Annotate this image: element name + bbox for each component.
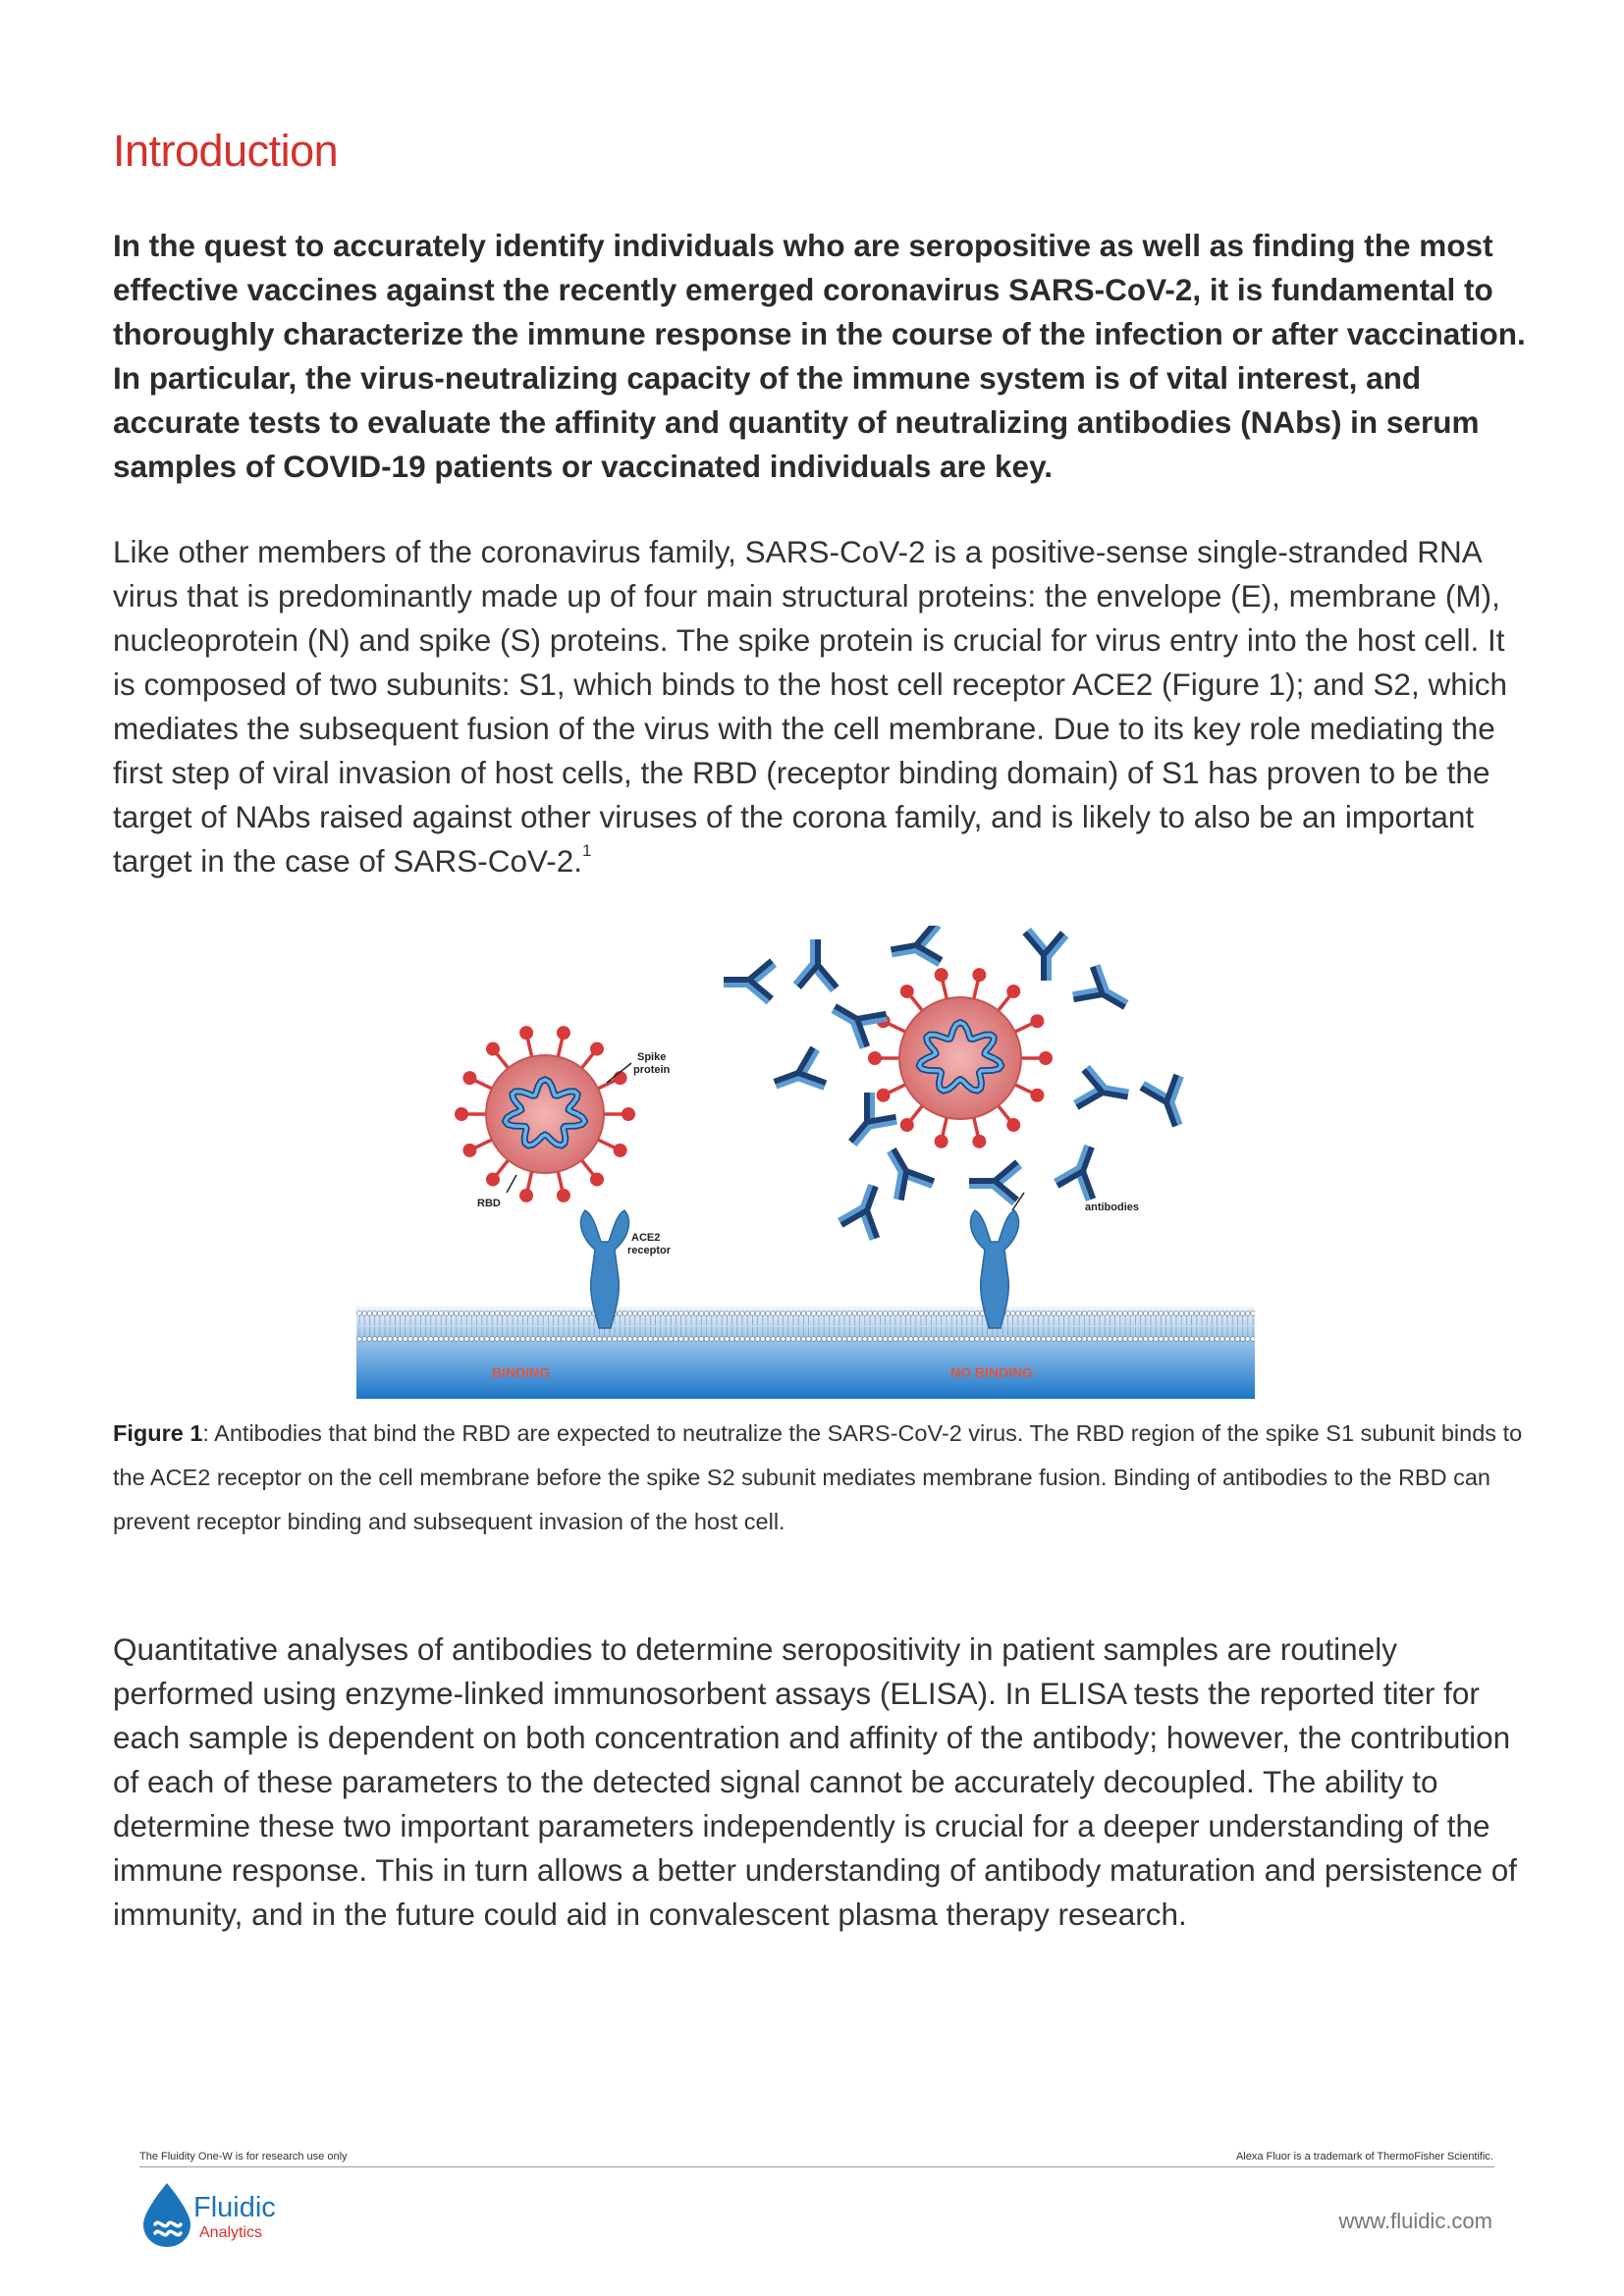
body-paragraph-1 xyxy=(113,530,1527,883)
virus-binding xyxy=(455,1026,635,1202)
label-no-binding: NO BINDING xyxy=(950,1364,1033,1380)
label-spike-protein: Spike xyxy=(637,1051,667,1063)
figure-caption xyxy=(113,1412,1527,1544)
body-paragraph-1-text: Like other members of the coronavirus family, SARS-CoV-2 is a positive-sense single-stranded RNA virus that is predominantly made up of four main structural proteins: the envelope (E), membrane (M), nucleoprotein (N) and spike (S) proteins. The spike protein is crucial for virus entry into the host cell. It is composed of two subunits: S1, which binds to the host cell receptor ACE2 (Figure 1); and S2, which mediates the subsequent fusion of the virus with the cell membrane. Due to its key role mediating the first step of viral invasion of host cells, the RBD (receptor binding domain) of S1 has proven to be the target of NAbs raised against other viruses of the corona family, and is likely to also be an important target in the case of SARS-CoV-2. xyxy=(113,534,1507,879)
label-rbd: RBD xyxy=(477,1198,501,1209)
caption-label: Figure 1 xyxy=(113,1420,203,1446)
footer-trademark-note: Alexa Fluor is a trademark of ThermoFisher Scientific. xyxy=(1235,2151,1493,2163)
footer-url[interactable]: www.fluidic.com xyxy=(1338,2209,1492,2233)
cell-membrane xyxy=(356,1307,1255,1399)
logo-wordmark: Fluidic xyxy=(193,2192,276,2223)
page-title: Introduction xyxy=(113,126,339,176)
label-spike-protein-2: protein xyxy=(633,1064,671,1076)
caption-text: : Antibodies that bind the RBD are expected to neutralize the SARS-CoV-2 virus. The RBD region of the spike S1 subunit binds to the ACE2 receptor on the cell membrane before the spike S2 subunit mediates membrane fusion. Binding of antibodies to the RBD can prevent receptor binding and subsequent invasion of the host cell. xyxy=(113,1420,1523,1534)
footer-divider xyxy=(139,2166,1494,2167)
body-paragraph-2: Quantitative analyses of antibodies to determine seropositivity in patient samples are routinely performed using enzyme-linked immunosorbent assays (ELISA). In ELISA tests the reported titer for each sample is dependent on both concentration and affinity of the antibody; however, the contribution of each of these parameters to the detected signal cannot be accurately decoupled. The ability to determine these two important parameters independently is crucial for a deeper understanding of the immune response. This in turn allows a better understanding of antibody maturation and persistence of immunity, and in the future could aid in convalescent plasma therapy research. xyxy=(113,1631,1517,1932)
fluidic-drop-logo-icon xyxy=(137,2181,196,2250)
label-ace2-receptor: receptor xyxy=(627,1245,672,1256)
lead-paragraph: In the quest to accurately identify individuals who are seropositive as well as finding the most effective vaccines against the recently emerged coronavirus SARS-CoV-2, it is fundamental to thoroughly characterize the immune response in the course of the infection or after vaccination. In particular, the virus-neutralizing capacity of the immune system is of vital interest, and accurate tests to evaluate the affinity and quantity of neutralizing antibodies (NAbs) in serum samples of COVID-19 patients or vaccinated individuals are key. xyxy=(113,228,1526,484)
label-antibodies: antibodies xyxy=(1085,1201,1140,1213)
logo-subtitle: Analytics xyxy=(199,2224,263,2241)
footer-research-note: The Fluidity One-W is for research use only xyxy=(139,2151,348,2163)
label-binding: BINDING xyxy=(492,1364,551,1380)
figure-illustration xyxy=(356,926,1255,1399)
reference-superscript: 1 xyxy=(582,841,592,860)
label-ace2: ACE2 xyxy=(631,1232,661,1244)
rbd-pointer-line xyxy=(507,1175,516,1193)
figure-1 xyxy=(356,926,1255,1399)
